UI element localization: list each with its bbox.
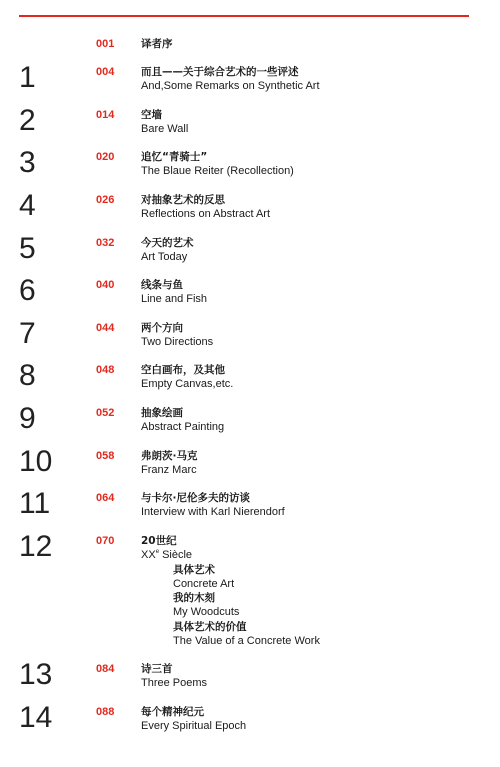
page-number: 032	[96, 237, 115, 249]
title-en: The Value of a Concrete Work	[173, 634, 320, 647]
title-zh: 空白画布，及其他	[141, 364, 225, 376]
title-en: Abstract Painting	[141, 421, 225, 433]
subentry-my-woodcuts	[141, 591, 320, 620]
title-zh: 我的木刻	[173, 592, 215, 604]
chapter-number: 5	[19, 232, 36, 265]
title-zh: 线条与鱼	[141, 279, 183, 291]
title-zh: 对抽象艺术的反思	[141, 194, 225, 206]
subentry-value-of-concrete-work	[141, 620, 320, 649]
title-en: Two Directions	[141, 336, 214, 348]
title-zh: 今天的艺术	[141, 237, 194, 249]
title-zh: 20世纪	[141, 535, 177, 547]
title-en: Every Spiritual Epoch	[141, 720, 247, 732]
title-zh: 诗三首	[141, 663, 173, 675]
title-en: Line and Fish	[141, 293, 208, 305]
title-en: Reflections on Abstract Art	[141, 208, 271, 220]
chapter-number: 2	[19, 104, 36, 137]
top-rule	[19, 15, 469, 17]
title-en: Art Today	[141, 251, 188, 263]
title-zh: 空墙	[141, 109, 162, 121]
page-number: 064	[96, 492, 115, 504]
page-number: 084	[96, 663, 115, 675]
chapter-number: 7	[19, 317, 36, 350]
page-number: 044	[96, 322, 115, 334]
page-number: 070	[96, 535, 115, 547]
title-en: My Woodcuts	[173, 606, 240, 618]
chapter-number: 13	[19, 658, 53, 691]
chapter-number: 4	[19, 189, 36, 222]
title-en: And,Some Remarks on Synthetic Art	[141, 80, 320, 92]
page-number: 020	[96, 151, 115, 163]
chapter-number: 8	[19, 359, 36, 392]
title-zh: 而且——关于综合艺术的一些评述	[141, 66, 299, 78]
title-en: Franz Marc	[141, 464, 197, 476]
title-en: Empty Canvas,etc.	[141, 378, 234, 390]
title-zh: 具体艺术的价值	[173, 620, 247, 633]
page-number: 048	[96, 364, 115, 376]
page-number: 088	[96, 706, 115, 718]
title-zh: 译者序	[141, 38, 173, 50]
chapter-number: 1	[19, 61, 36, 94]
chapter-number: 10	[19, 445, 53, 478]
title-en: Bare Wall	[141, 123, 189, 135]
chapter-number: 3	[19, 146, 36, 179]
title-en: The Blaue Reiter (Recollection)	[141, 165, 294, 177]
title-en: XXe Siècle	[141, 549, 193, 561]
title-zh: 抽象绘画	[141, 407, 183, 419]
title-en: Concrete Art	[173, 577, 235, 590]
title-zh: 每个精神纪元	[141, 706, 204, 718]
page-number: 001	[96, 38, 115, 50]
page-number: 040	[96, 279, 115, 291]
title-zh: 与卡尔·尼伦多夫的访谈	[141, 492, 250, 504]
title-en: Three Poems	[141, 677, 208, 689]
page-number: 052	[96, 407, 115, 419]
title-zh: 两个方向	[141, 322, 183, 334]
chapter-number: 11	[19, 487, 51, 520]
subentry-concrete-art	[141, 563, 320, 592]
page-number: 004	[96, 66, 115, 78]
chapter-number: 9	[19, 402, 36, 435]
page-number: 014	[96, 109, 115, 121]
page-number: 058	[96, 450, 115, 462]
title-zh: 具体艺术	[173, 563, 215, 576]
title-zh: 追忆“青骑士”	[141, 151, 208, 163]
chapter-number: 6	[19, 274, 36, 307]
title-en: Interview with Karl Nierendorf	[141, 506, 285, 518]
page-number: 026	[96, 194, 115, 206]
title-zh: 弗朗茨·马克	[141, 450, 198, 462]
chapter-number: 14	[19, 701, 53, 734]
chapter-number: 12	[19, 530, 53, 563]
